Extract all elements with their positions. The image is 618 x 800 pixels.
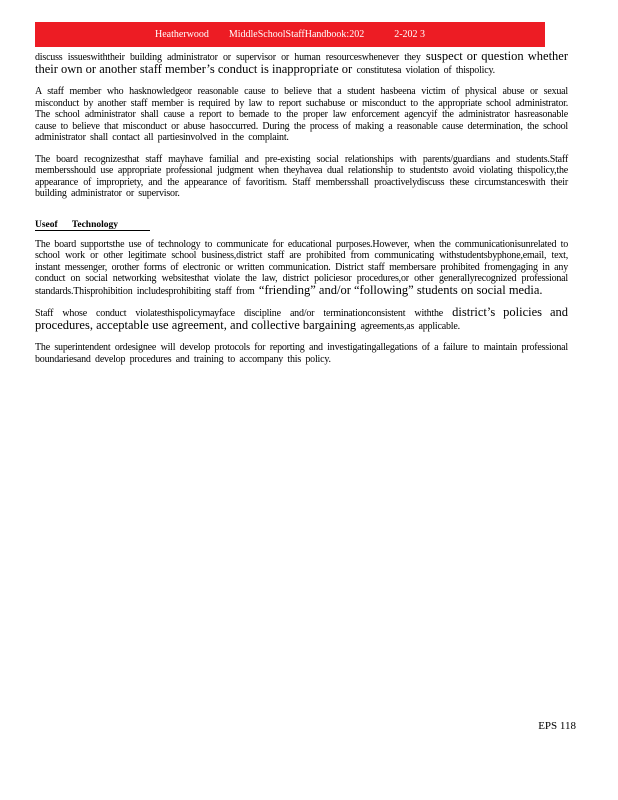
paragraph-1-large-text: suspect or question whether their own or another staff member’s conduct is inappropriate or xyxy=(35,49,569,76)
page-header-bar xyxy=(35,22,545,47)
paragraph-1-text: discuss issueswiththeir building administrator or supervisor or human resourceswhenever they xyxy=(35,52,426,63)
section-paragraph-2-tail: agreements,as applicable. xyxy=(356,320,460,332)
document-body xyxy=(35,51,568,375)
paragraph-1 xyxy=(35,51,568,76)
section-paragraph-2-large-text: district’s policies and procedures, acceptable use agreement, and collective bargaining xyxy=(35,305,569,332)
paragraph-2-text: A staff member who hasknowledgeor reasonable cause to believe that a student hasbeena victim of physical abuse or sexual misconduct by another staff member is required by law to report suchabuse or misconduct to the appropriate school administrator. The school administrator shall cause a report to bemade to the proper law enforcement agencyif the administrator hasreasonable cause to believe that misconduct or abuse hasoccurred. During the process of making a reasonable cause determination, the school administrator shall contact all partiesinvolved in the complaint. xyxy=(35,86,568,143)
section-paragraph-3 xyxy=(35,342,568,365)
paragraph-3-text: The board recognizesthat staff mayhave familial and pre-existing social relationships with parents/guardians and students.Staff membersshould use appropriate professional judgment when theyhavea dual relationship to studentsto avoid violating thispolicy,the appearance of impropriety, and the appearance of favoritism. Staff membersshall proactivelydiscuss these circumstanceswith their building administrator or supervisor. xyxy=(35,153,568,199)
header-title: Heatherwood MiddleSchoolStaffHandbook:202 2-202 3 xyxy=(154,29,426,40)
paragraph-1-tail: constitutesa violation of thispolicy. xyxy=(352,64,495,76)
section-heading: Useof Technology xyxy=(35,220,150,231)
section-paragraph-2 xyxy=(35,307,568,332)
section-paragraph-2-text: Staff whose conduct violatesthispolicymayface discipline and/or terminationconsistent withthe xyxy=(35,308,453,319)
section-paragraph-1-large-text: “friending” and/or “following” students on social media. xyxy=(258,282,543,297)
section-paragraph-1 xyxy=(35,239,568,298)
section-paragraph-3-text: The superintendent ordesignee will develop protocols for reporting and investigatingallegations of a failure to maintain professional boundariesand develop procedures and training to accompany this policy. xyxy=(35,342,568,365)
page-number: EPS 118 xyxy=(538,720,576,732)
paragraph-3 xyxy=(35,154,568,200)
paragraph-2 xyxy=(35,86,568,144)
section-paragraph-1-text: The board supportsthe use of technology to communicate for educational purposes.However, when the communicationisunrelated to school work or other legitimate school business,district staff are prohibited from communicating withstudentsbyphone,email, text, instant messenger, orother forms of electronic or written communication. District staff membersare prohibited fromengaging in any conduct on social networking websitesthat violate the law, district policiesor procedures,or other generallyrecognized professional standards.Thisprohibition includesprohibiting staff from xyxy=(35,238,568,297)
